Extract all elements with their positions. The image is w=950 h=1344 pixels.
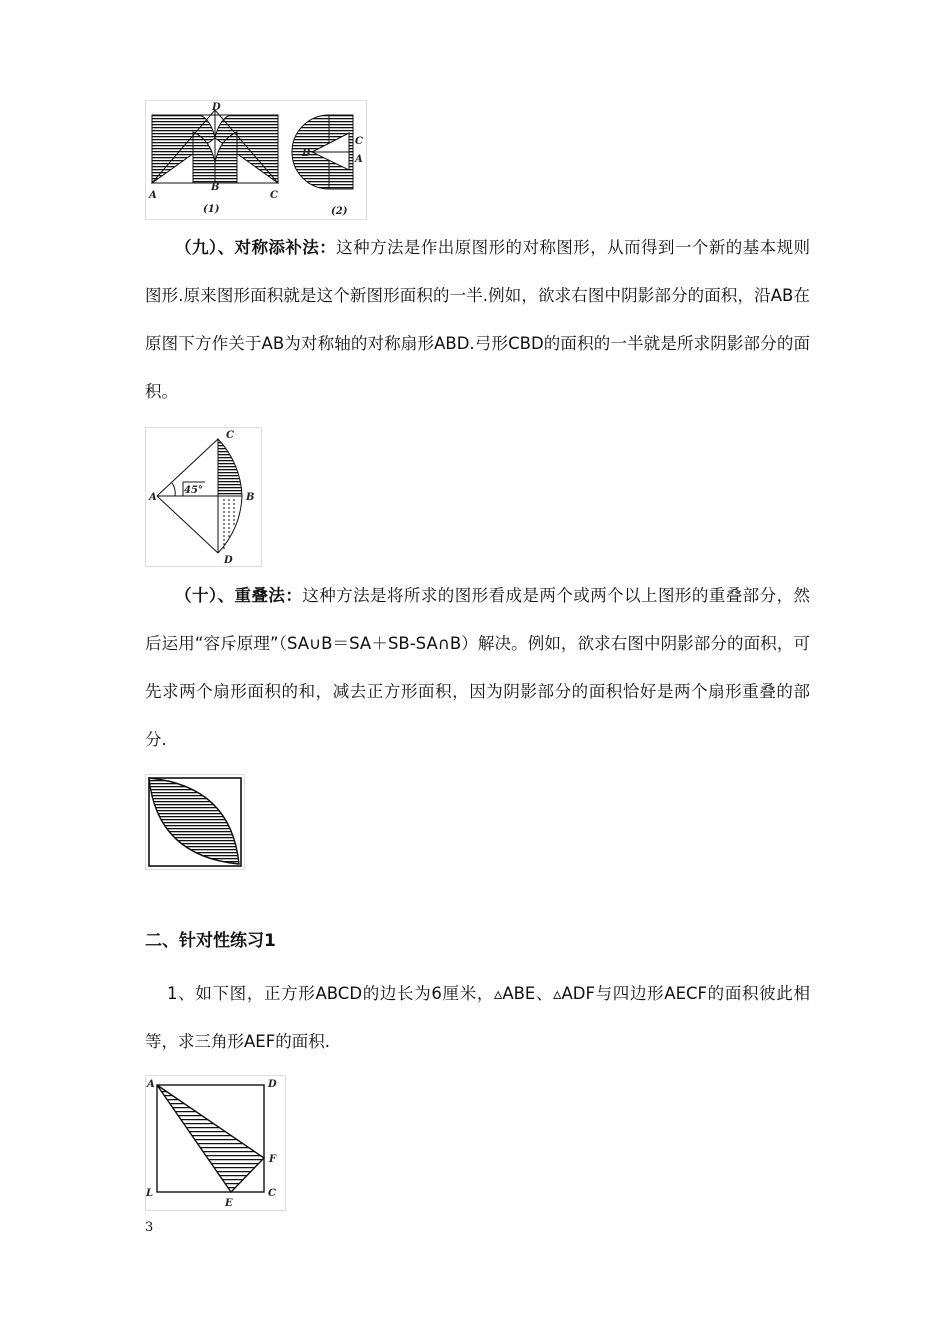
section-10-title: （十）、重叠法： <box>175 586 303 605</box>
section-9-body: 这种方法是作出原图形的对称图形，从而得到一个新的基本规则图形.原来图形面积就是这个新图形面积的一半.例如，欲求右图中阴影部分的面积，沿AB在原图下方作关于AB为对称轴的对称扇形ABD.弓形CBD的面积的一半就是所求阴影部分的面积。 <box>145 238 811 401</box>
label-A: A <box>149 190 157 201</box>
section-10-body: 这种方法是将所求的图形看成是两个或两个以上图形的重叠部分，然后运用“容斥原理”（SA∪B＝SA＋SB-SA∩B）解决。例如，欲求右图中阴影部分的面积，可先求两个扇形面积的和，减去正方形面积，因为阴影部分的面积恰好是两个扇形重叠的部分. <box>145 586 811 749</box>
exercise-1-text: 1、如下图，正方形ABCD的边长为6厘米，▵ABE、▵ADF与四边形AECF的面积彼此相等，求三角形AEF的面积. <box>145 984 810 1051</box>
label-F: F <box>269 1154 277 1165</box>
caption-1: (1) <box>203 204 220 215</box>
label-C: C <box>270 190 278 201</box>
label-A: A <box>147 1079 155 1090</box>
label-L: L <box>146 1188 154 1199</box>
section-10-paragraph <box>145 572 810 764</box>
section-heading-practice: 二、针对性练习1 <box>145 931 276 951</box>
label-D: D <box>212 102 221 113</box>
label-E: E <box>225 1198 233 1209</box>
figure-symmetry-examples <box>145 100 367 220</box>
label-C: C <box>226 430 234 441</box>
label-C2: C <box>355 136 363 147</box>
section-9-paragraph <box>145 224 810 416</box>
figure-overlap-square <box>145 774 245 870</box>
label-45: 45° <box>184 485 203 496</box>
label-A: A <box>149 492 157 503</box>
caption-2: (2) <box>331 206 348 217</box>
section-9-title: （九）、对称添补法： <box>175 238 337 257</box>
page-number: 3 <box>145 1220 154 1235</box>
label-A2: A <box>355 154 363 165</box>
label-C: C <box>268 1188 276 1199</box>
label-D: D <box>268 1079 277 1090</box>
label-B2: B <box>302 148 311 159</box>
label-B: B <box>246 492 255 503</box>
figure-sector-45 <box>145 427 262 567</box>
label-D: D <box>224 555 233 566</box>
figure-square-abcd <box>145 1075 286 1211</box>
label-B: B <box>211 182 220 193</box>
